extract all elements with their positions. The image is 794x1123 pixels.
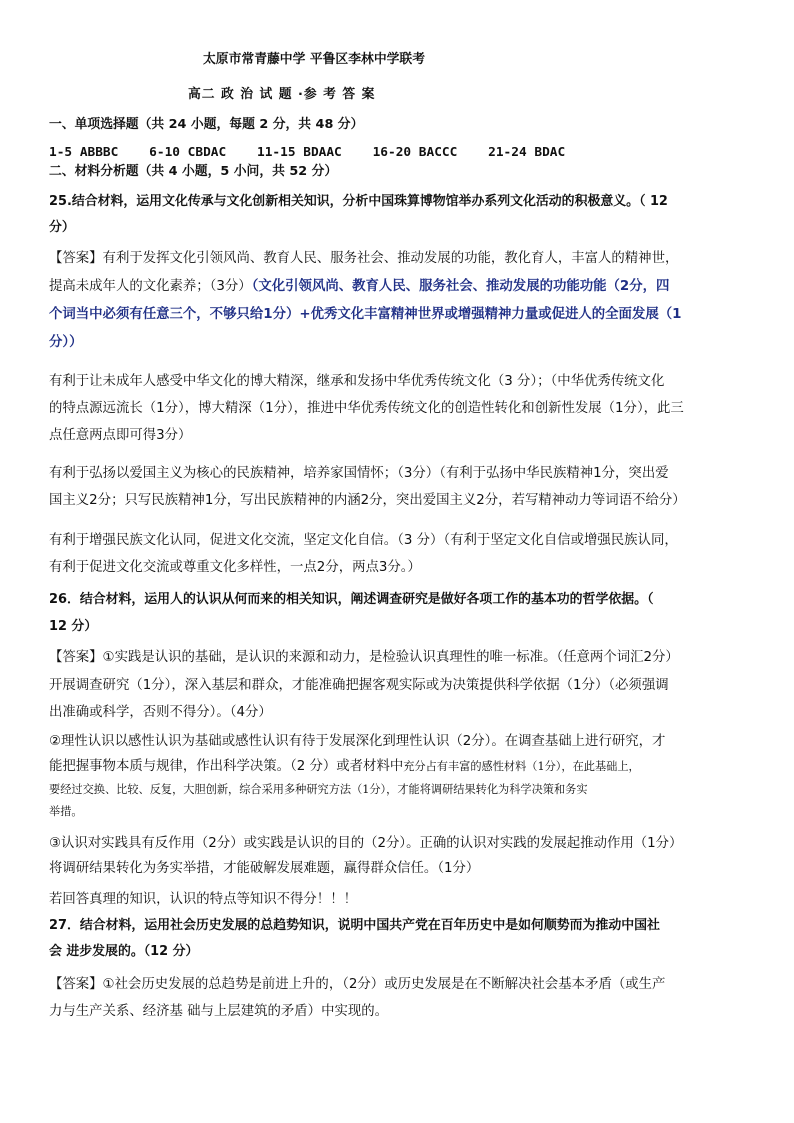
q26-grading-note: 若回答真理的知识，认识的特点等知识不得分！！！ (49, 892, 357, 907)
q25-point-2: 点任意两点即可得3分） (49, 428, 192, 443)
q25-answer-line (49, 280, 669, 293)
q25-point-3: 有利于弘扬以爱国主义为核心的民族精神，培养家国情怀；（3分）（有利于弘扬中华民族精神1分，突出爱 (49, 466, 669, 481)
question-27-prompt: 27．结合材料，运用社会历史发展的总趋势知识，说明中国共产党在百年历史中是如何顺势而为推动中国社 (49, 918, 660, 933)
q25-scoring-note: （文化引领风尚、教育人民、服务社会、推动发展的功能功能（2分，四 (251, 279, 670, 294)
school-header: 太原市常青藤中学 平鲁区李林中学联考 (203, 52, 426, 67)
q26-answer-1: 【答案】①实践是认识的基础，是认识的来源和动力，是检验认识真理性的唯一标准。（任意两个词汇2分） (49, 650, 679, 665)
section-2-heading: 二、材料分析题（共 4 小题，5 小问，共 52 分） (49, 164, 338, 179)
section-1-heading: 一、单项选择题（共 24 小题，每题 2 分，共 48 分） (49, 117, 364, 132)
q27-answer-1: 力与生产关系、经济基 础与上层建筑的矛盾）中实现的。 (49, 1004, 389, 1019)
question-25-prompt-cont: 分） (49, 220, 75, 235)
q25-point-2: 有利于让未成年人感受中华文化的博大精深，继承和发扬中华优秀传统文化（3 分）；（中华优秀传统文化 (49, 374, 665, 389)
q25-point-4: 有利于增强民族文化认同，促进文化交流，坚定文化自信。（3 分）（有利于坚定文化自信或增强民族认同， (49, 533, 678, 548)
q26-answer-3: ③认识对实践具有反作用（2分）或实践是认识的目的（2分）。正确的认识对实践的发展起推动作用（1分） (49, 836, 683, 851)
q27-answer-1: 【答案】①社会历史发展的总趋势是前进上升的，（2分）或历史发展是在不断解决社会基本矛盾（或生产 (49, 977, 666, 992)
q26-answer-1: 出准确或科学，否则不得分）。（4分） (49, 705, 272, 720)
page-title: 高二 政 治 试 题 ·参 考 答 案 (188, 87, 376, 102)
q26-material-note: 要经过交换、比较、反复，大胆创新，综合采用多种研究方法（1分），才能将调研结果转化为科学决策和务实 (49, 783, 588, 796)
q25-answer-line: 【答案】有利于发挥文化引领风尚、教育人民、服务社会、推动发展的功能，教化育人，丰富人的精神世， (49, 251, 679, 266)
q25-point-4: 有利于促进文化交流或尊重文化多样性，一点2分，两点3分。） (49, 560, 421, 575)
question-27-prompt-cont: 会 进步发展的。（12 分） (49, 944, 199, 959)
q25-point-2: 的特点源远流长（1分），博大精深（1分），推进中华优秀传统文化的创造性转化和创新性发展（1分），此三 (49, 401, 684, 416)
q26-material-note: 充分占有丰富的感性材料（1分），在此基础上， (403, 760, 640, 773)
question-25-prompt: 25.结合材料，运用文化传承与文化创新相关知识，分析中国珠算博物馆举办系列文化活动的积极意义。（ 12 (49, 194, 668, 209)
q26-answer-1: 开展调查研究（1分），深入基层和群众，才能准确把握客观实际或为决策提供科学依据（1分）（必须强调 (49, 678, 669, 693)
question-26-prompt: 26．结合材料，运用人的认识从何而来的相关知识，阐述调查研究是做好各项工作的基本功的哲学依据。（ (49, 592, 654, 607)
q26-answer-text: 能把握事物本质与规律，作出科学决策。（2 分）或者材料中 (49, 759, 404, 774)
q25-answer-text: 提高未成年人的文化素养；（3分） (49, 279, 252, 294)
q26-answer-3: 将调研结果转化为务实举措，才能破解发展难题，赢得群众信任。（1分） (49, 861, 480, 876)
q25-scoring-note: 个词当中必须有任意三个，不够只给1分）+优秀文化丰富精神世界或增强精神力量或促进人的全面发展（1 (49, 307, 682, 322)
q26-answer-2 (49, 760, 640, 773)
q26-material-note: 举措。 (49, 805, 83, 818)
q26-answer-2: ②理性认识以感性认识为基础或感性认识有待于发展深化到理性认识（2分）。在调查基础上进行研究，才 (49, 734, 666, 749)
multiple-choice-answers: 1-5 ABBBC 6-10 CBDAC 11-15 BDAAC 16-20 BACCC 21-24 BDAC (49, 145, 566, 160)
q25-point-3: 国主义2分；只写民族精神1分，写出民族精神的内涵2分，突出爱国主义2分，若写精神动力等词语不给分） (49, 493, 686, 508)
q25-scoring-note: 分）） (49, 335, 83, 350)
question-26-prompt-cont: 12 分） (49, 619, 98, 634)
